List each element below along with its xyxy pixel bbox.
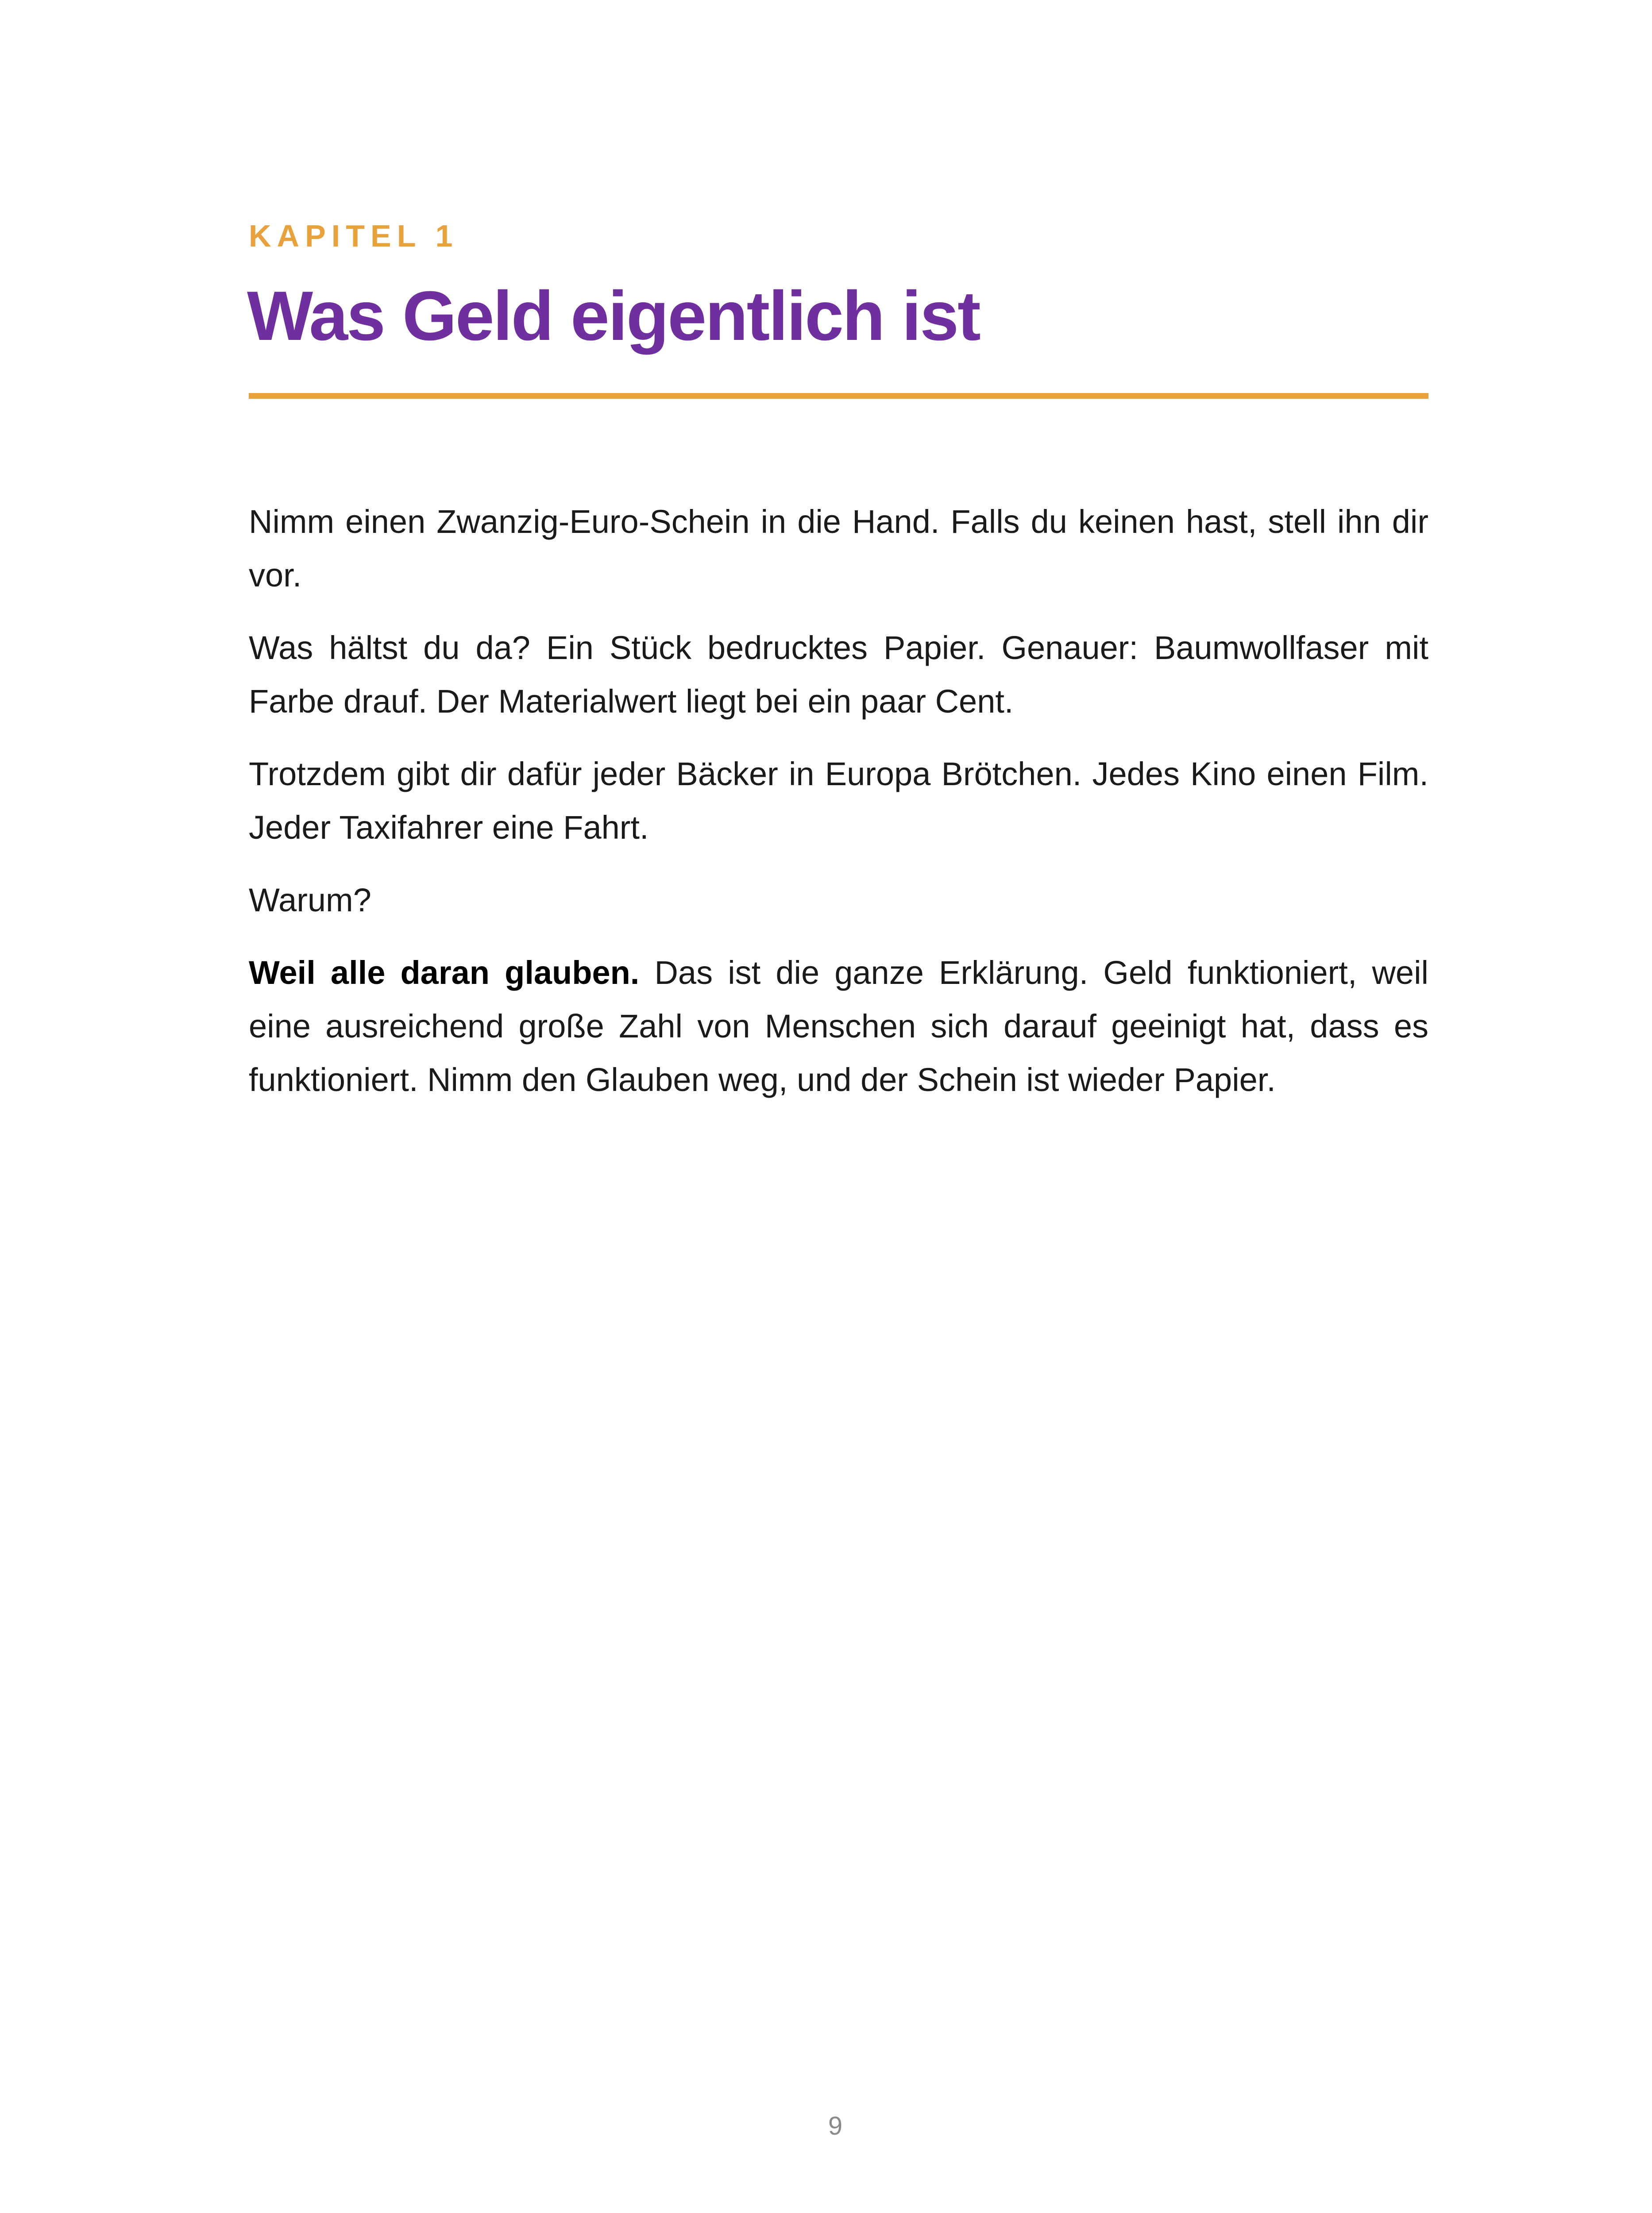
paragraph: Trotzdem gibt dir dafür jeder Bäcker in Europa Brötchen. Jedes Kino einen Film. Jeder Taxifahrer eine Fahrt. (249, 756, 1428, 846)
page-number: 9 (828, 2112, 843, 2140)
chapter-body (249, 495, 1428, 1126)
paragraph: Nimm einen Zwanzig-Euro-Schein in die Hand. Falls du keinen hast, stell ihn dir vor. (249, 503, 1428, 594)
chapter-label: KAPITEL 1 (249, 219, 459, 253)
paragraph (249, 946, 1428, 1106)
emphasis-lead: Weil alle daran glauben. (249, 954, 640, 991)
title-divider (249, 393, 1428, 399)
paragraph: Warum? (249, 882, 371, 918)
paragraph-text: Das ist die ganze Erklärung. Geld funktioniert, weil eine ausreichend große Zahl von Menschen sich darauf geeinigt hat, dass es funktioniert. Nimm den Glauben weg, und der Schein ist wieder Papier. (249, 954, 1428, 1098)
paragraph: Was hältst du da? Ein Stück bedrucktes Papier. Genauer: Baumwollfaser mit Farbe drauf. Der Materialwert liegt bei ein paar Cent. (249, 629, 1428, 720)
chapter-title: Was Geld eigentlich ist (247, 277, 980, 355)
